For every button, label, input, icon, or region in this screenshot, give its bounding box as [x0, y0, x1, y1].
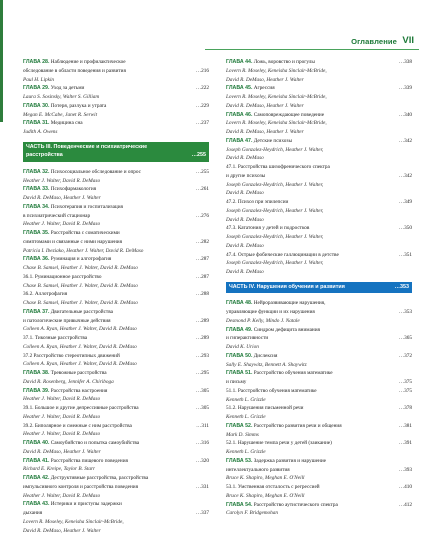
toc-subentry: [23, 404, 209, 422]
author-line: David R. DeMaso, Heather J. Walter: [226, 76, 304, 83]
chapter-title: Детские психозы: [252, 137, 292, 144]
chapter-label: ГЛАВА 50.: [226, 352, 253, 359]
part-heading: [226, 282, 412, 294]
chapter-label: ГЛАВА 44.: [226, 59, 253, 65]
running-header-title: Оглавление: [351, 37, 397, 46]
page-ref: …222: [195, 85, 209, 92]
toc-line: [23, 457, 209, 466]
toc-entry: [226, 299, 412, 325]
toc-subentry: [23, 334, 209, 352]
toc-line: [23, 273, 209, 282]
toc-entry: [226, 84, 412, 110]
chapter-title: Руминация и алготрофагия: [49, 256, 112, 263]
entry-title: управляющие функции и их нарушения: [226, 309, 315, 316]
chapter-title: Расстройство аутистического спектра: [252, 501, 338, 508]
page-ref: …342: [398, 172, 412, 179]
toc-entry: [23, 457, 209, 475]
author-line: Colleen A. Ryan, Heather J. Walter, David R. DeMaso: [23, 361, 137, 368]
author-line: Sally E. Shaywitz, Bennett A. Shaywitz: [226, 361, 307, 368]
chapter-label: ГЛАВА 32.: [23, 168, 50, 175]
page-ref: …255: [195, 168, 209, 175]
toc-line: [23, 229, 209, 238]
author-line: Heather J. Walter, David R. DeMaso: [23, 221, 101, 228]
page-ref: …365: [398, 335, 412, 342]
entry-title: и другие психозы: [226, 172, 266, 179]
chapter-title: Психотерапия и госпитализация: [49, 203, 123, 210]
toc-subentry: [23, 290, 209, 308]
page-ref: …276: [195, 212, 209, 219]
page-ref: …287: [195, 273, 209, 280]
toc-line: [23, 102, 209, 111]
author-line: Judith A. Owens: [23, 129, 58, 135]
author-line: Joseph Gonzalez-Heydrich, Heather J. Walter,: [226, 234, 324, 240]
page-ref: …337: [195, 510, 209, 517]
toc-line: [23, 334, 209, 343]
toc-line: [23, 474, 209, 483]
toc-line: [226, 111, 412, 120]
entry-title: 39.1. Большое и другие депрессивные расстройства: [23, 405, 139, 412]
part-heading: [23, 142, 209, 162]
chapter-title: Двигательные расстройства: [49, 308, 113, 315]
entry-title: в психиатрический стационар: [23, 212, 91, 219]
chapter-label: ГЛАВА 52.: [226, 422, 253, 429]
author-line: Heather J. Walter, David R. DeMaso: [23, 177, 101, 184]
entry-title: 47.1. Расстройства шизофренического спектра: [226, 164, 330, 170]
author-line: Mark D. Simms: [226, 431, 259, 438]
chapter-title: Задержка развития и нарушение: [252, 457, 326, 464]
toc-line: [23, 212, 209, 221]
page-ref: …293: [195, 352, 209, 359]
page-ref: …375: [398, 379, 412, 386]
chapter-label: ГЛАВА 29.: [23, 85, 50, 92]
chapter-label: ГЛАВА 45.: [226, 85, 253, 92]
author-line: David R. DeMaso: [226, 155, 264, 162]
toc-line: [226, 299, 412, 308]
toc-line: [23, 308, 209, 317]
entry-title: 39.2. Биполярное и смежные с ним расстройства: [23, 422, 132, 429]
author-line: Kenneth L. Grizzle: [226, 396, 266, 403]
entry-title: дыхания: [23, 510, 43, 517]
page-ref: …372: [398, 352, 412, 359]
entry-title: 52.1. Нарушение темпа речи у детей (заикание): [226, 440, 332, 447]
chapter-label: ГЛАВА 53.: [226, 457, 253, 464]
author-line: Joseph Gonzalez-Heydrich, Heather J. Walter,: [226, 260, 324, 267]
entry-title: интеллектуального развития: [226, 466, 290, 473]
toc-entry: [23, 102, 209, 120]
toc-line: [23, 404, 209, 413]
chapter-title: Деструктивные расстройства, расстройства: [49, 475, 149, 482]
page-ref: …353: [394, 283, 409, 290]
entry-title: 47.3. Кататония у детей и подростков: [226, 225, 310, 232]
toc-left-column: [23, 58, 209, 535]
entry-title: 51.2. Нарушения письменной речи: [226, 405, 304, 412]
chapter-title: Расстройство обучения математике: [252, 370, 333, 377]
chapter-title: Расстройства с соматическими: [49, 230, 120, 237]
author-line: Heather J. Walter, David R. DeMaso: [23, 431, 101, 438]
page-ref: …350: [398, 225, 412, 232]
chapter-title: Самоповреждающее поведение: [252, 111, 325, 118]
chapter-label: ГЛАВА 28.: [23, 59, 50, 65]
toc-line: [23, 387, 209, 396]
page-ref: …391: [398, 440, 412, 447]
page-ref: …340: [398, 111, 412, 118]
toc-line: [23, 168, 209, 177]
toc-entry: [226, 422, 412, 440]
chapter-title: Уход за детьми: [49, 85, 85, 92]
toc-line: [23, 439, 209, 448]
author-line: David R. DeMaso: [226, 190, 264, 197]
page-ref: …261: [195, 186, 209, 193]
toc-subentry: [226, 404, 412, 422]
toc-line: [226, 422, 412, 431]
toc-subentry: [23, 352, 209, 370]
page-ref: …351: [398, 251, 412, 258]
page-ref: …339: [398, 85, 412, 92]
toc-subentry: [226, 224, 412, 250]
page-ref: …412: [398, 501, 412, 508]
chapter-title: Нейроразвивающие нарушения,: [252, 300, 326, 307]
toc-line: [23, 483, 209, 492]
entry-title: 47.4. Острые фобические галлюцинации в детстве: [226, 251, 339, 258]
toc-entry: [23, 119, 209, 137]
toc-line: [226, 466, 412, 475]
toc-right-column: [226, 58, 412, 518]
toc-line: [226, 84, 412, 93]
chapter-title: Синдром дефицита внимания: [252, 326, 320, 333]
toc-entry: [226, 501, 412, 519]
chapter-title: Потеря, разлука и утрата: [49, 102, 107, 109]
author-line: Joseph Gonzalez-Heydrich, Heather J. Walter,: [226, 181, 324, 188]
toc-line: [23, 238, 209, 247]
page-ref: …331: [195, 483, 209, 490]
toc-entry: [226, 111, 412, 137]
toc-line: [23, 58, 209, 67]
author-line: Joseph Gonzalez-Heydrich, Heather J. Walter,: [226, 207, 324, 214]
part-heading-line: [229, 283, 409, 292]
chapter-title: Психосоциальное обследование и опрос: [49, 168, 142, 175]
chapter-title: Расстройства пищевого поведения: [49, 457, 128, 464]
toc-line: [226, 137, 412, 146]
chapter-label: ГЛАВА 36.: [23, 256, 50, 263]
author-line: David R. DeMaso, Heather J. Walter: [23, 527, 101, 534]
toc-line: [226, 352, 412, 361]
author-line: Desmond P. Kelly, Mindo J. Natale: [226, 317, 300, 324]
toc-line: [23, 509, 209, 518]
toc-entry: [23, 369, 209, 387]
author-line: Heather J. Walter, David R. DeMaso: [23, 492, 101, 499]
entry-title: 36.1. Руминационное расстройство: [23, 273, 102, 280]
author-line: Heather J. Walter, David R. DeMaso: [23, 396, 101, 403]
toc-line: [23, 317, 209, 326]
chapter-label: ГЛАВА 51.: [226, 370, 253, 377]
author-line: David R. DeMaso: [226, 269, 264, 275]
author-line: Patricia I. Ibeziako, Heather J. Walter, David R. DeMaso: [23, 247, 144, 254]
entry-title: 36.2. Аллотрофагия: [23, 291, 68, 298]
chapter-label: ГЛАВА 31.: [23, 120, 50, 127]
entry-title: 37.1. Тикозные расстройства: [23, 335, 88, 342]
chapter-title: Наблюдение и профилактическое: [49, 59, 126, 65]
chapter-label: ГЛАВА 48.: [226, 300, 253, 307]
chapter-label: ГЛАВА 47.: [226, 137, 253, 144]
author-line: Joseph Gonzalez-Heydrich, Heather J. Walter,: [226, 146, 324, 153]
toc-line: [226, 251, 412, 260]
toc-subentry: [226, 251, 412, 277]
author-line: Bruce K. Shapiro, Meghan E. O'Neill: [226, 475, 305, 482]
chapter-title: Ложь, воровство и прогулы: [252, 59, 315, 65]
page-ref: …289: [195, 335, 209, 342]
chapter-label: ГЛАВА 54.: [226, 501, 253, 508]
toc-entry: [23, 255, 209, 273]
part-heading-text: ЧАСТЬ IV. Нарушения обучения и развития: [229, 283, 345, 290]
toc-subentry: [226, 198, 412, 224]
chapter-label: ГЛАВА 40.: [23, 440, 50, 447]
toc-entry: [23, 168, 209, 186]
author-line: Megan E. McCabe, Janet R. Serwit: [23, 111, 98, 118]
page-ref: …216: [195, 67, 209, 74]
author-line: David K. Urion: [226, 344, 259, 351]
chapter-label: ГЛАВА 35.: [23, 230, 50, 237]
page-ref: …229: [195, 102, 209, 109]
page-ref: …288: [195, 291, 209, 298]
author-line: Heather J. Walter, David R. DeMaso: [23, 413, 101, 420]
toc-entry: [23, 439, 209, 457]
author-line: Lovern R. Moseley, Keneisha Sinclair-McBride,: [23, 518, 124, 525]
toc-line: [226, 439, 412, 448]
page-ref: …353: [398, 309, 412, 316]
author-line: David R. DeMaso, Heather J. Walter: [23, 448, 101, 455]
author-line: Richard E. Kreipe, Taylor B. Starr: [23, 466, 96, 473]
chapter-title: Истерики и приступы задержки: [49, 501, 122, 508]
running-header: [0, 0, 435, 50]
toc-line: [23, 422, 209, 431]
toc-line: [226, 198, 412, 207]
chapter-label: ГЛАВА 39.: [23, 387, 50, 394]
page-ref: …311: [196, 422, 209, 429]
page-ref: …305: [195, 405, 209, 412]
toc-entry: [226, 457, 412, 483]
author-line: David R. DeMaso, Heather J. Walter: [226, 102, 304, 109]
chapter-label: ГЛАВА 49.: [226, 326, 253, 333]
toc-entry: [23, 229, 209, 255]
author-line: Chase B. Samsel, Heather J. Walter, David R. DeMaso: [23, 282, 138, 289]
page-ref: …349: [398, 199, 412, 205]
toc-line: [23, 500, 209, 509]
toc-line: [23, 84, 209, 93]
part-heading-text: расстройства: [26, 152, 63, 159]
chapter-title: Самоубийство и попытка самоубийства: [49, 440, 140, 447]
toc-line: [23, 369, 209, 378]
author-line: Chase B. Samsel, Heather J. Walter, David R. DeMaso: [23, 265, 138, 272]
page-ref: …375: [398, 387, 412, 394]
entry-title: 37.2 Расстройство стереотипных движений: [23, 352, 120, 359]
chapter-title: Расстройства настроения: [49, 387, 108, 394]
author-line: Bruce K. Shapiro, Meghan E. O'Neill: [226, 492, 305, 499]
toc-line: [23, 352, 209, 361]
toc-line: [226, 334, 412, 343]
page-ref: …381: [398, 422, 412, 429]
chapter-label: ГЛАВА 30.: [23, 102, 50, 109]
toc-line: [226, 369, 412, 378]
author-line: Kenneth L. Grizzle: [226, 449, 266, 456]
toc-subentry: [226, 387, 412, 405]
toc-subentry: [226, 439, 412, 457]
toc-subentry: [23, 422, 209, 440]
author-line: David R. DeMaso, Heather J. Walter: [226, 129, 304, 135]
toc-entry: [23, 500, 209, 535]
chapter-title: Тревожные расстройства: [49, 370, 107, 377]
toc-entry: [226, 137, 412, 163]
part-heading-text: ЧАСТЬ III. Поведенческие и психиатрические: [26, 143, 148, 150]
toc-line: [226, 308, 412, 317]
chapter-label: ГЛАВА 33.: [23, 186, 50, 193]
chapter-title: Медицина сна: [49, 120, 83, 127]
toc-line: [23, 290, 209, 299]
toc-entry: [226, 352, 412, 370]
author-line: David R. DeMaso, Heather J. Walter: [23, 195, 101, 202]
toc-line: [23, 119, 209, 128]
page-ref: …237: [195, 120, 209, 127]
page-ref: …282: [195, 238, 209, 245]
author-line: Paul H. Lipkin: [23, 76, 55, 83]
page-ref: …342: [398, 137, 412, 144]
entry-title: и письму: [226, 379, 247, 386]
chapter-label: ГЛАВА 46.: [226, 111, 253, 118]
author-line: Kenneth L. Grizzle: [226, 414, 266, 421]
toc-line: [226, 224, 412, 233]
toc-entry: [226, 326, 412, 352]
toc-line: [23, 255, 209, 264]
page-ref: …393: [398, 466, 412, 473]
page-ref: …378: [398, 405, 412, 412]
toc-entry: [23, 84, 209, 102]
entry-title: обследование в области поведения и развития: [23, 67, 126, 74]
page-ref: …255: [191, 152, 206, 159]
entry-title: 47.2. Психоз при эпилепсии: [226, 199, 289, 205]
chapter-label: ГЛАВА 37.: [23, 308, 50, 315]
author-line: Lovern R. Moseley, Keneisha Sinclair-McBride,: [226, 120, 327, 127]
entry-title: и патологические привычные действия: [23, 317, 111, 324]
entry-title: и гиперактивности: [226, 335, 269, 342]
page-ref: …295: [195, 370, 209, 377]
author-line: David R. DeMaso: [226, 216, 264, 223]
author-line: Carolyn F. Bridgemohan: [226, 510, 279, 517]
author-line: David R. Rosenberg, Jennifer A. Chiriboga: [23, 378, 114, 385]
toc-line: [226, 483, 412, 492]
author-line: David R. DeMaso: [226, 242, 264, 249]
toc-line: [23, 203, 209, 212]
author-line: Colleen A. Ryan, Heather J. Walter, David R. DeMaso: [23, 326, 137, 333]
toc-entry: [23, 308, 209, 334]
toc-subentry: [226, 483, 412, 501]
toc-line: [226, 378, 412, 387]
chapter-label: ГЛАВА 41.: [23, 457, 50, 464]
page-ref: …320: [195, 457, 209, 464]
author-line: Lovern R. Moseley, Keneisha Sinclair-McBride,: [226, 94, 327, 100]
toc-subentry: [226, 163, 412, 198]
entry-title: 53.1. Умственная отсталость с регрессией: [226, 484, 320, 491]
chapter-label: ГЛАВА 43.: [23, 501, 50, 508]
chapter-title: Расстройство развития речи и общения: [252, 422, 342, 429]
toc-line: [23, 67, 209, 76]
toc-line: [23, 185, 209, 194]
toc-entry: [226, 58, 412, 84]
toc-line: [226, 404, 412, 413]
chapter-title: Агрессия: [252, 85, 275, 92]
chapter-label: ГЛАВА 34.: [23, 203, 50, 210]
chapter-label: ГЛАВА 38.: [23, 370, 50, 377]
part-heading-line: [26, 151, 206, 160]
toc-entry: [226, 369, 412, 387]
toc-subentry: [23, 273, 209, 291]
entry-title: 51.1. Расстройство обучения математике: [226, 387, 317, 394]
chapter-label: ГЛАВА 42.: [23, 475, 50, 482]
page-ref: …316: [195, 440, 209, 447]
page-ref: …289: [195, 317, 209, 324]
author-line: Lovern R. Moseley, Keneisha Sinclair-McBride,: [226, 67, 327, 74]
toc-line: [226, 58, 412, 67]
toc-line: [226, 163, 412, 172]
toc-line: [226, 387, 412, 396]
chapter-title: Психофармакология: [49, 186, 97, 193]
author-line: Colleen A. Ryan, Heather J. Walter, David R. DeMaso: [23, 343, 137, 350]
toc-entry: [23, 387, 209, 405]
toc-line: [226, 172, 412, 181]
toc-entry: [23, 203, 209, 229]
author-line: Laura S. Sosinsky, Walter S. Gilliam: [23, 94, 100, 100]
toc-line: [226, 457, 412, 466]
toc-line: [226, 501, 412, 510]
page-ref: …287: [195, 256, 209, 263]
toc-line: [226, 326, 412, 335]
page-ref: …305: [195, 387, 209, 394]
chapter-title: Дислексия: [252, 352, 278, 359]
page-ref: …338: [398, 59, 412, 65]
toc-entry: [23, 58, 209, 84]
toc-entry: [23, 185, 209, 203]
author-line: Chase B. Samsel, Heather J. Walter, David R. DeMaso: [23, 300, 138, 307]
entry-title: импульсивного контроля и расстройства поведения: [23, 483, 138, 490]
entry-title: симптомами и связанные с ними нарушения: [23, 238, 122, 245]
part-heading-line: [26, 143, 206, 152]
page-ref: …410: [398, 484, 412, 491]
page-number: VII: [402, 35, 414, 46]
toc-entry: [23, 474, 209, 500]
header-rule: [205, 49, 419, 50]
